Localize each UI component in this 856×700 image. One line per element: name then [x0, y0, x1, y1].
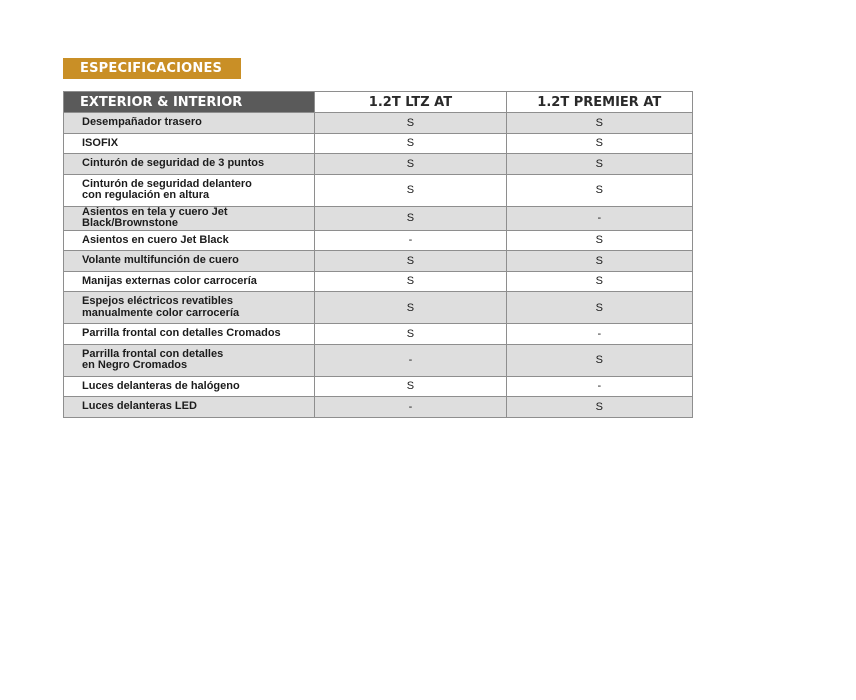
premier-value-cell: S: [506, 113, 692, 134]
premier-value-cell: -: [506, 206, 692, 230]
header-ltz: 1.2T LTZ AT: [315, 92, 506, 113]
ltz-value-cell: S: [315, 292, 506, 324]
header-category: EXTERIOR & INTERIOR: [64, 92, 315, 113]
feature-label-line: Luces delanteras de halógeno: [82, 379, 240, 392]
ltz-value-cell: S: [315, 324, 506, 345]
premier-value-cell: -: [506, 376, 692, 397]
feature-label-line: manualmente color carrocería: [82, 306, 240, 319]
ltz-value-cell: S: [315, 376, 506, 397]
feature-label-line: en Negro Cromados: [82, 359, 188, 371]
premier-value-cell: S: [506, 292, 692, 324]
ltz-value-cell: S: [315, 271, 506, 292]
table-row: [64, 251, 693, 272]
ltz-value-cell: S: [315, 251, 506, 272]
table-row: [64, 397, 693, 418]
table-header-row: [64, 92, 693, 113]
table-row: [64, 154, 693, 175]
table-row: [64, 292, 693, 324]
table-row: [64, 230, 693, 251]
table-row: [64, 376, 693, 397]
feature-label-line: Desempañador trasero: [82, 116, 202, 128]
feature-cell: [64, 292, 315, 324]
ltz-value-cell: S: [315, 113, 506, 134]
ltz-value-cell: S: [315, 174, 506, 206]
premier-value-cell: S: [506, 174, 692, 206]
premier-value-cell: S: [506, 251, 692, 272]
feature-label-line: ISOFIX: [82, 136, 119, 149]
feature-label-line: con regulación en altura: [82, 189, 210, 201]
feature-cell: [64, 206, 315, 230]
premier-value-cell: S: [506, 271, 692, 292]
feature-label-line: Asientos en cuero Jet Black: [82, 233, 229, 246]
feature-label-line: Luces delanteras LED: [82, 400, 197, 412]
feature-cell: [64, 174, 315, 206]
feature-cell: [64, 271, 315, 292]
feature-cell: [64, 344, 315, 376]
feature-cell: [64, 133, 315, 154]
spec-table: [63, 91, 693, 418]
premier-value-cell: S: [506, 397, 692, 418]
header-premier: 1.2T PREMIER AT: [506, 92, 692, 113]
section-banner: ESPECIFICACIONES: [63, 58, 241, 79]
feature-label-line: Parrilla frontal con detalles Cromados: [82, 327, 281, 339]
ltz-value-cell: -: [315, 344, 506, 376]
feature-cell: [64, 154, 315, 175]
table-row: [64, 324, 693, 345]
premier-value-cell: S: [506, 230, 692, 251]
premier-value-cell: S: [506, 154, 692, 175]
ltz-value-cell: S: [315, 206, 506, 230]
table-row: [64, 133, 693, 154]
table-row: [64, 344, 693, 376]
premier-value-cell: S: [506, 133, 692, 154]
feature-label-line: Volante multifunción de cuero: [82, 254, 239, 266]
feature-label-line: Cinturón de seguridad delantero: [82, 177, 252, 190]
feature-cell: [64, 230, 315, 251]
feature-cell: [64, 376, 315, 397]
feature-label-line: Manijas externas color carrocería: [82, 274, 257, 287]
feature-label-line: Parrilla frontal con detalles: [82, 347, 224, 360]
ltz-value-cell: -: [315, 230, 506, 251]
ltz-value-cell: S: [315, 154, 506, 175]
feature-cell: [64, 324, 315, 345]
feature-cell: [64, 397, 315, 418]
feature-cell: [64, 113, 315, 134]
table-row: [64, 271, 693, 292]
ltz-value-cell: -: [315, 397, 506, 418]
premier-value-cell: S: [506, 344, 692, 376]
feature-cell: [64, 251, 315, 272]
table-row: [64, 206, 693, 230]
table-row: [64, 174, 693, 206]
premier-value-cell: -: [506, 324, 692, 345]
feature-label-line: Asientos en tela y cuero Jet Black/Brownstone: [82, 205, 228, 229]
spec-table-body: [64, 113, 693, 418]
feature-label-line: Espejos eléctricos revatibles: [82, 295, 234, 307]
ltz-value-cell: S: [315, 133, 506, 154]
table-row: [64, 113, 693, 134]
feature-label-line: Cinturón de seguridad de 3 puntos: [82, 157, 265, 169]
